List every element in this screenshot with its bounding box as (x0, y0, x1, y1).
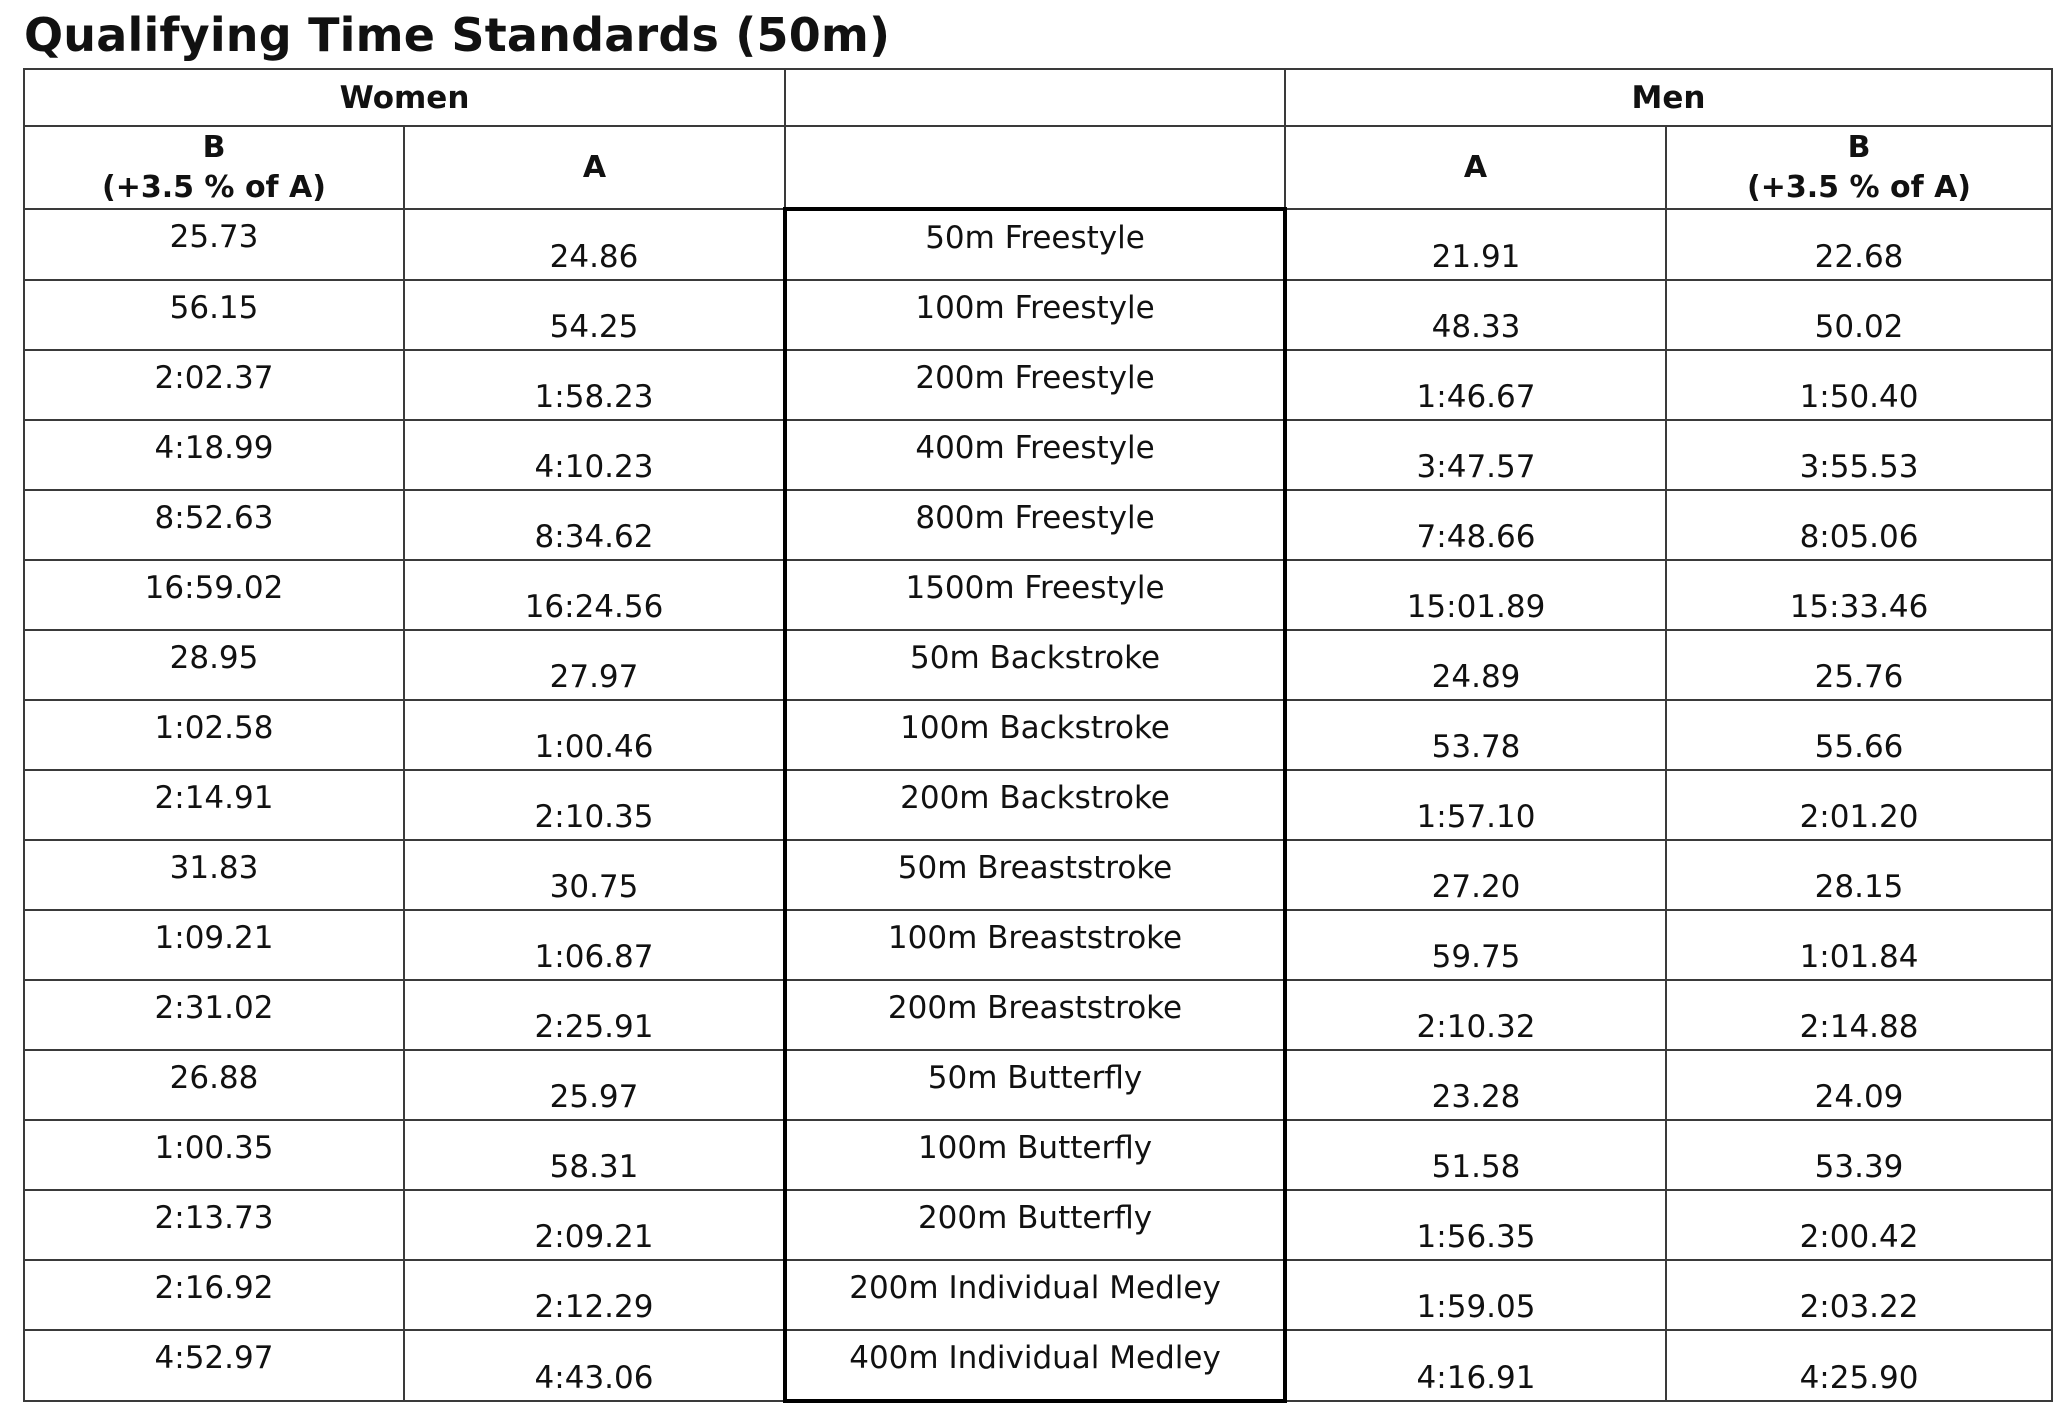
women-b-time: 31.83 (24, 840, 404, 910)
table-row (24, 1120, 2052, 1190)
women-a-time: 2:25.91 (404, 980, 785, 1050)
men-b-time: 1:01.84 (1666, 910, 2052, 980)
men-a-time: 27.20 (1285, 840, 1666, 910)
men-a-time: 2:10.32 (1285, 980, 1666, 1050)
table-row (24, 490, 2052, 560)
event-name: 100m Freestyle (785, 280, 1285, 350)
women-b-time: 2:02.37 (24, 350, 404, 420)
women-a-time: 54.25 (404, 280, 785, 350)
women-b-time: 2:13.73 (24, 1190, 404, 1260)
table-row (24, 630, 2052, 700)
men-b-time: 3:55.53 (1666, 420, 2052, 490)
event-name: 800m Freestyle (785, 490, 1285, 560)
men-a-time: 51.58 (1285, 1120, 1666, 1190)
women-a-time: 4:10.23 (404, 420, 785, 490)
event-name: 200m Individual Medley (785, 1260, 1285, 1330)
event-name: 100m Breaststroke (785, 910, 1285, 980)
women-b-time: 28.95 (24, 630, 404, 700)
women-a-time: 24.86 (404, 209, 785, 280)
women-b-time: 25.73 (24, 209, 404, 280)
table-row (24, 840, 2052, 910)
table-row (24, 700, 2052, 770)
women-b-time: 2:16.92 (24, 1260, 404, 1330)
women-a-time: 1:06.87 (404, 910, 785, 980)
men-a-time: 1:56.35 (1285, 1190, 1666, 1260)
table-row (24, 1190, 2052, 1260)
table-row (24, 770, 2052, 840)
men-a-time: 15:01.89 (1285, 560, 1666, 630)
women-b-time: 1:09.21 (24, 910, 404, 980)
event-name: 200m Butterfly (785, 1190, 1285, 1260)
event-name: 100m Butterfly (785, 1120, 1285, 1190)
men-a-time: 53.78 (1285, 700, 1666, 770)
women-a-time: 1:58.23 (404, 350, 785, 420)
table-row (24, 350, 2052, 420)
women-b-time: 4:18.99 (24, 420, 404, 490)
women-a-time: 2:10.35 (404, 770, 785, 840)
table-row (24, 560, 2052, 630)
men-b-time: 1:50.40 (1666, 350, 2052, 420)
men-b-header (1666, 126, 2052, 209)
table-row (24, 420, 2052, 490)
men-b-time: 28.15 (1666, 840, 2052, 910)
men-b-time: 2:03.22 (1666, 1260, 2052, 1330)
men-a-time: 1:57.10 (1285, 770, 1666, 840)
women-a-time: 1:00.46 (404, 700, 785, 770)
column-header-row (24, 126, 2052, 209)
men-a-time: 1:46.67 (1285, 350, 1666, 420)
event-name: 200m Freestyle (785, 350, 1285, 420)
women-a-time: 4:43.06 (404, 1330, 785, 1401)
table-row (24, 1330, 2052, 1401)
women-a-time: 27.97 (404, 630, 785, 700)
men-b-time: 8:05.06 (1666, 490, 2052, 560)
women-b-time: 2:14.91 (24, 770, 404, 840)
event-name: 50m Breaststroke (785, 840, 1285, 910)
men-a-time: 7:48.66 (1285, 490, 1666, 560)
men-b-time: 53.39 (1666, 1120, 2052, 1190)
men-a-header: A (1285, 126, 1666, 209)
men-a-time: 59.75 (1285, 910, 1666, 980)
men-a-time: 3:47.57 (1285, 420, 1666, 490)
table-row (24, 209, 2052, 280)
event-name: 200m Backstroke (785, 770, 1285, 840)
table-row (24, 280, 2052, 350)
men-a-time: 21.91 (1285, 209, 1666, 280)
men-group-header: Men (1285, 69, 2052, 126)
men-a-time: 23.28 (1285, 1050, 1666, 1120)
women-b-time: 8:52.63 (24, 490, 404, 560)
event-name: 400m Individual Medley (785, 1330, 1285, 1401)
men-b-time: 2:00.42 (1666, 1190, 2052, 1260)
men-b-time: 22.68 (1666, 209, 2052, 280)
women-a-header: A (404, 126, 785, 209)
standards-table (23, 68, 2053, 1403)
event-header (785, 126, 1285, 209)
group-header-row (24, 69, 2052, 126)
men-b-time: 55.66 (1666, 700, 2052, 770)
women-a-time: 58.31 (404, 1120, 785, 1190)
event-name: 400m Freestyle (785, 420, 1285, 490)
women-a-time: 25.97 (404, 1050, 785, 1120)
event-name: 50m Backstroke (785, 630, 1285, 700)
women-b-time: 16:59.02 (24, 560, 404, 630)
women-b-header (24, 126, 404, 209)
women-b-time: 2:31.02 (24, 980, 404, 1050)
table-row (24, 1050, 2052, 1120)
women-b-time: 26.88 (24, 1050, 404, 1120)
men-a-time: 48.33 (1285, 280, 1666, 350)
women-b-time: 1:02.58 (24, 700, 404, 770)
women-a-time: 16:24.56 (404, 560, 785, 630)
men-b-time: 15:33.46 (1666, 560, 2052, 630)
table-row (24, 1260, 2052, 1330)
men-a-time: 4:16.91 (1285, 1330, 1666, 1401)
event-name: 200m Breaststroke (785, 980, 1285, 1050)
men-b-time: 50.02 (1666, 280, 2052, 350)
women-a-time: 8:34.62 (404, 490, 785, 560)
men-b-time: 4:25.90 (1666, 1330, 2052, 1401)
men-b-header-letter: B (1847, 129, 1871, 165)
women-a-time: 30.75 (404, 840, 785, 910)
women-group-header: Women (24, 69, 785, 126)
men-b-header-note: (+3.5 % of A) (1747, 169, 1972, 205)
men-a-time: 24.89 (1285, 630, 1666, 700)
event-name: 100m Backstroke (785, 700, 1285, 770)
event-name: 50m Freestyle (785, 209, 1285, 280)
table-row (24, 980, 2052, 1050)
page-title: Qualifying Time Standards (50m) (24, 8, 891, 62)
women-b-time: 56.15 (24, 280, 404, 350)
men-a-time: 1:59.05 (1285, 1260, 1666, 1330)
table-row (24, 910, 2052, 980)
event-name: 50m Butterfly (785, 1050, 1285, 1120)
men-b-time: 2:01.20 (1666, 770, 2052, 840)
women-b-time: 1:00.35 (24, 1120, 404, 1190)
men-b-time: 24.09 (1666, 1050, 2052, 1120)
event-name: 1500m Freestyle (785, 560, 1285, 630)
women-a-time: 2:12.29 (404, 1260, 785, 1330)
men-b-time: 2:14.88 (1666, 980, 2052, 1050)
women-b-header-note: (+3.5 % of A) (102, 169, 326, 205)
men-b-time: 25.76 (1666, 630, 2052, 700)
women-a-time: 2:09.21 (404, 1190, 785, 1260)
women-b-time: 4:52.97 (24, 1330, 404, 1401)
women-b-header-letter: B (202, 129, 226, 165)
event-group-header (785, 69, 1285, 126)
